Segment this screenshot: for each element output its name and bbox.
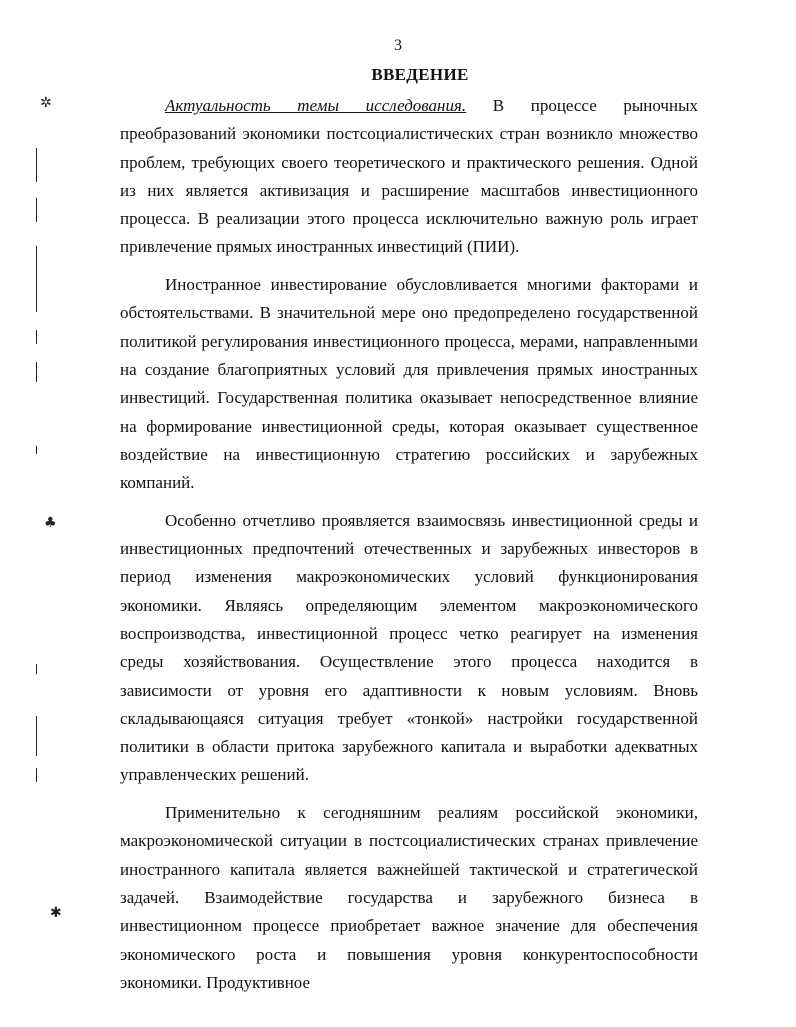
topic-relevance-lead: Актуальность темы исследования. <box>165 96 467 115</box>
paragraph-2: Иностранное инвестирование обусловливается многими факторами и обстоятельствами. В значительной мере оно предопределено государственной политикой регулирования инвестиционного процесса, мерами, направленными на создание благоприятных условий для привлечения прямых иностранных инвестиций. Государственная политика оказывает непосредственное влияние на формирование инвестиционной среды, которая оказывает существенное воздействие на инвестиционную стратегию российских и зарубежных компаний. <box>120 275 698 493</box>
scan-mark-icon: ✱ <box>50 905 62 921</box>
scan-blot-icon: ♣ <box>44 515 57 531</box>
scan-line <box>36 330 37 344</box>
scan-line <box>36 446 37 454</box>
page-title: ВВЕДЕНИЕ <box>371 65 469 84</box>
body-text <box>120 92 698 1006</box>
paragraph-4: Применительно к сегодняшним реалиям российской экономики, макроэкономической ситуации в постсоциалистических странах привлечение иностранного капитала является важнейшей тактической и стратегической задачей. Взаимодействие государства и зарубежного бизнеса в инвестиционном процессе приобретает важное значение для обеспечения экономического роста и повышения уровня конкурентоспособности экономики. Продуктивное <box>120 803 698 992</box>
paragraph-1-text: В процессе рыночных преобразований экономики постсоциалистических стран возникло множество проблем, требующих своего теоретического и практического решения. Одной из них является активизация и расширение масштабов инвестиционного процесса. В реализации этого процесса исключительно важную роль играет привлечение прямых иностранных инвестиций (ПИИ). <box>120 96 698 257</box>
scan-line <box>36 768 37 782</box>
scan-line <box>36 148 37 182</box>
scan-mark-icon: ✲ <box>40 95 52 111</box>
scan-line <box>36 716 37 756</box>
scan-line <box>36 246 37 312</box>
paragraph-1 <box>120 92 698 262</box>
scan-line <box>36 664 37 674</box>
scan-line <box>36 362 37 382</box>
page-number: 3 <box>394 37 402 54</box>
scan-line <box>36 198 37 222</box>
paragraph-3: Особенно отчетливо проявляется взаимосвязь инвестиционной среды и инвестиционных предпочтений отечественных и зарубежных инвесторов в период изменения макроэкономических условий функционирования экономики. Являясь определяющим элементом макроэкономического воспроизводства, инвестиционной процесс четко реагирует на изменения среды хозяйствования. Осуществление этого процесса находится в зависимости от уровня его адаптивности к новым условиям. Вновь складывающаяся ситуация требует «тонкой» настройки государственной политики в области притока зарубежного капитала и выработки адекватных управленческих решений. <box>120 510 698 785</box>
